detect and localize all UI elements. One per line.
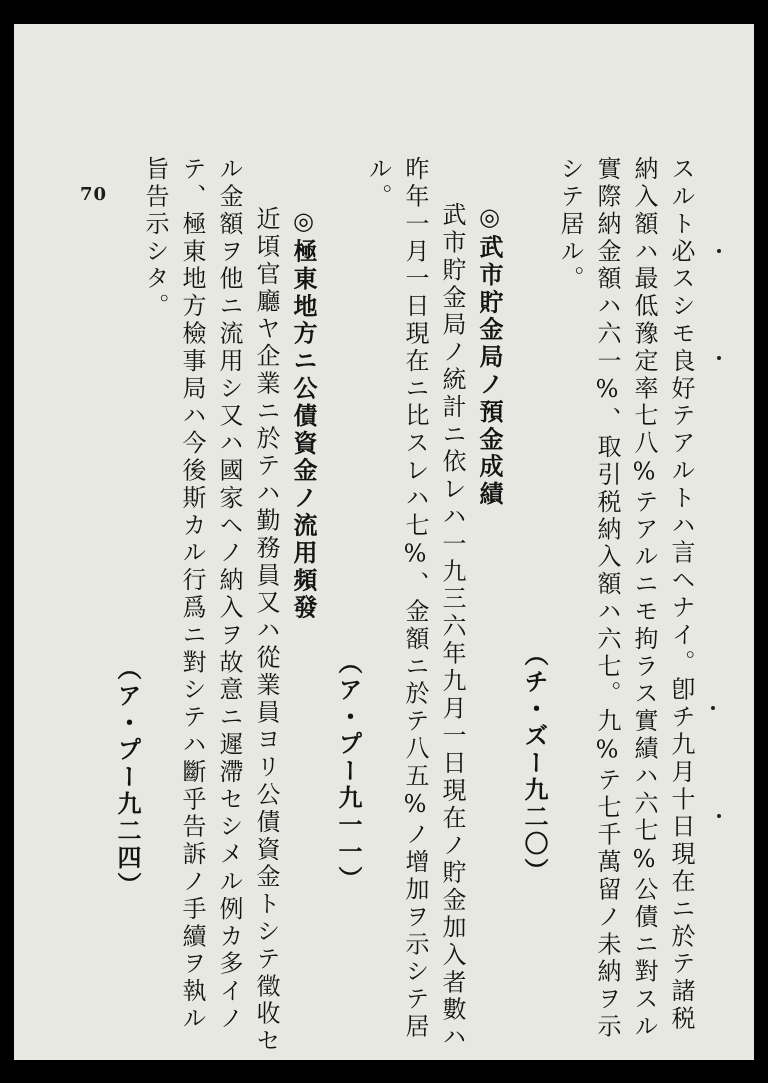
text-column: 武市貯金局ノ統計ニ依レハ一九三六年九月一日現在ノ貯金加入者數ハ: [438, 202, 466, 1052]
citation: （ア・プー九一一）: [334, 650, 363, 893]
section-heading: ◎極東地方ニ公債資金ノ流用頻發: [289, 206, 318, 622]
text-column: 近頃官廳ヤ企業ニ於テハ勤務員又ハ從業員ヨリ公債資金トシテ徵收セ: [252, 206, 280, 1056]
document-page: [14, 24, 754, 1060]
text-column: 昨年一月一日現在ニ比スレハ七%、金額ニ於テ八五%ノ增加ヲ示シテ居: [401, 156, 429, 1041]
text-column: 納入額ハ最低豫定率七八%テアルニモ拘ラス實績ハ六七%公債ニ對スル: [630, 156, 658, 1041]
citation: （ア・プー九二四）: [113, 656, 142, 899]
section-heading: ◎武市貯金局ノ預金成績: [475, 202, 504, 509]
text-column: 實際納金額ハ六一%、取引税納入額ハ六七。九%テ七千萬留ノ未納ヲ示: [593, 156, 621, 1041]
speck: [717, 814, 721, 818]
speck: [717, 249, 721, 253]
text-column: ル金額ヲ他ニ流用シ又ハ國家ヘノ納入ヲ故意ニ遲滯セシメル例カ多イノ: [215, 156, 243, 1033]
text-column: スルト必スシモ良好テアルトハ言ヘナイ。卽チ九月十日現在ニ於テ諸税: [667, 156, 695, 1033]
speck: [717, 356, 721, 360]
text-column: ル。: [364, 156, 392, 211]
text-column: 旨告示シタ。: [141, 156, 169, 321]
speck: [711, 706, 715, 710]
page-number: 70: [80, 184, 108, 205]
citation: （チ・ズー九二〇）: [520, 642, 549, 885]
text-column: シテ居ル。: [556, 156, 584, 293]
text-column: テ、極東地方檢事局ハ今後斯カル行爲ニ對シテハ斷乎告訴ノ手續ヲ執ル: [178, 156, 206, 1033]
